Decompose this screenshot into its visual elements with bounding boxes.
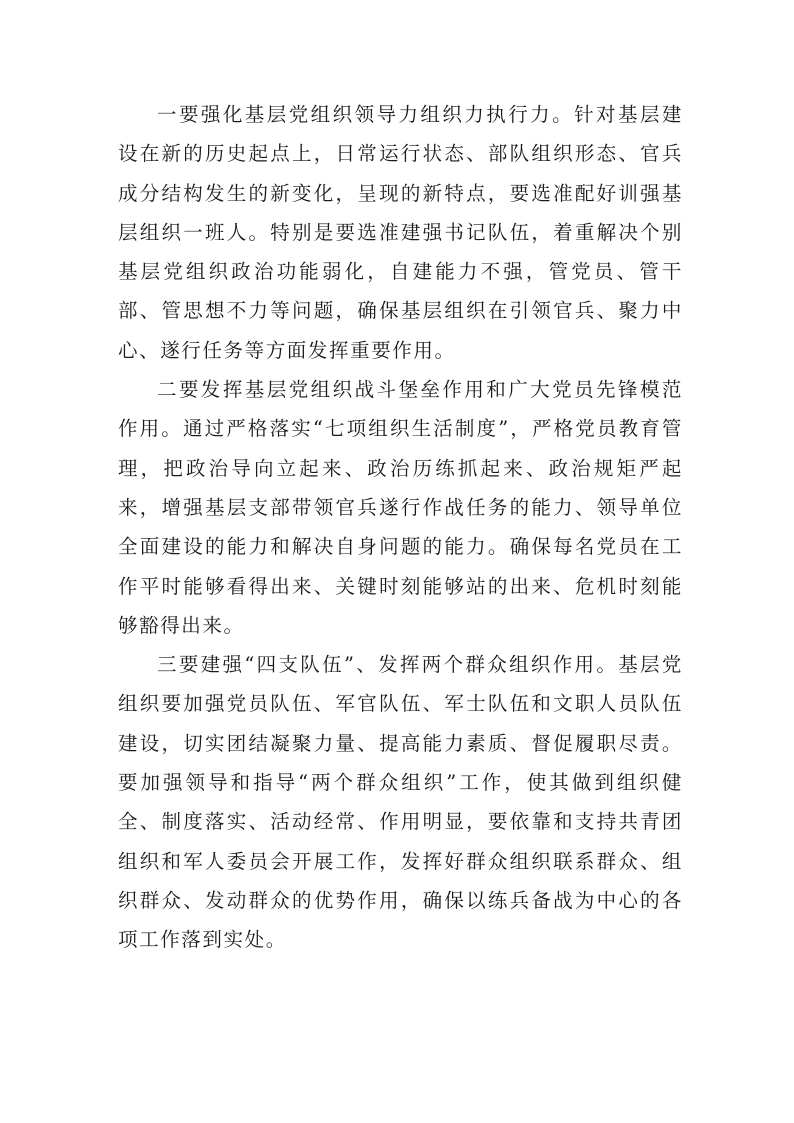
document-body: [118, 95, 683, 960]
paragraph-2: 二要发挥基层党组织战斗堡垒作用和广大党员先锋模范作用。通过严格落实“七项组织生活制度”，严格党员教育管理，把政治导向立起来、政治历练抓起来、政治规矩严起来，增强基层支部带领官兵遂行作战任务的能力、领导单位全面建设的能力和解决自身问题的能力。确保每名党员在工作平时能够看得出来、关键时刻能够站的出来、危机时刻能够豁得出来。: [118, 378, 683, 637]
paragraph-1: 一要强化基层党组织领导力组织力执行力。针对基层建设在新的历史起点上，日常运行状态、部队组织形态、官兵成分结构发生的新变化，呈现的新特点，要选准配好训强基层组织一班人。特别是要选准建强书记队伍，着重解决个别基层党组织政治功能弱化，自建能力不强，管党员、管干部、管思想不力等问题，确保基层组织在引领官兵、聚力中心、遂行任务等方面发挥重要作用。: [118, 103, 683, 362]
paragraph-3: 三要建强“四支队伍”、发挥两个群众组织作用。基层党组织要加强党员队伍、军官队伍、军士队伍和文职人员队伍建设，切实团结凝聚力量、提高能力素质、督促履职尽责。要加强领导和指导“两个群众组织”工作，使其做到组织健全、制度落实、活动经常、作用明显，要依靠和支持共青团组织和军人委员会开展工作，发挥好群众组织联系群众、组织群众、发动群众的优势作用，确保以练兵备战为中心的各项工作落到实处。: [118, 653, 683, 952]
